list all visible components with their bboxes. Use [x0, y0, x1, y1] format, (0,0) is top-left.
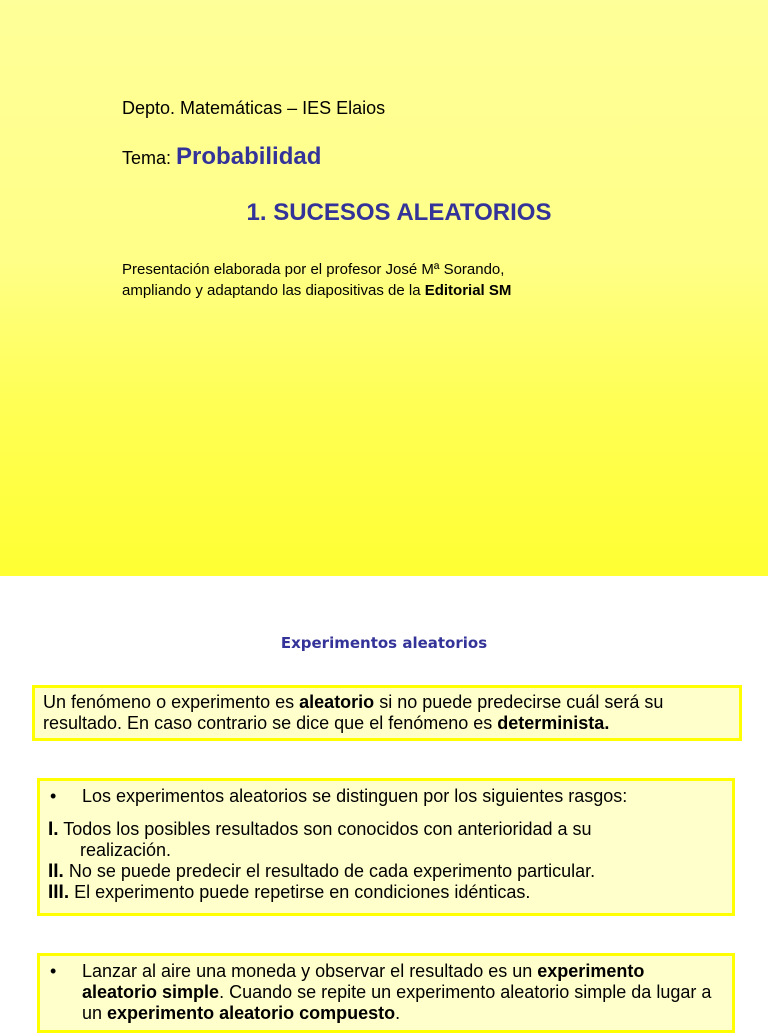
bullet-icon: •: [50, 961, 57, 981]
trait-text: No se puede predecir el resultado de cada experimento particular.: [68, 861, 596, 881]
trait-number: III.: [48, 882, 70, 903]
topic-name: Probabilidad: [176, 143, 322, 170]
traits-box: [37, 778, 735, 916]
trait-item: [48, 819, 724, 840]
trait-item: [48, 861, 724, 882]
trait-number: II.: [48, 861, 64, 882]
publisher-name: Editorial SM: [424, 282, 512, 299]
trait-text: El experimento puede repetirse en condiciones idénticas.: [74, 882, 531, 902]
definition-term-determinista: determinista.: [497, 713, 610, 733]
credit-line-1: Presentación elaborada por el profesor José Mª Sorando,: [122, 261, 505, 278]
topic-label: Tema:: [122, 148, 172, 168]
trait-text: Todos los posibles resultados son conocidos con anterioridad a su: [63, 819, 592, 839]
topic-line: [122, 143, 321, 171]
example-text-2: . Cuando se repite un experimento aleatorio simple da lugar a un: [82, 982, 712, 1023]
content-slide-title: Experimentos aleatorios: [280, 634, 488, 652]
definition-text-2: si no puede predecirse cuál será su resultado. En caso contrario se dice que el fenómeno es: [43, 692, 664, 733]
department-line: Depto. Matemáticas – IES Elaios: [122, 98, 386, 118]
example-term-simple: experimento aleatorio simple: [82, 961, 645, 1002]
example-term-compuesto: experimento aleatorio compuesto: [107, 1003, 396, 1023]
traits-intro: [48, 786, 724, 807]
content-slide: [0, 576, 768, 1024]
example-text-3: .: [395, 1003, 401, 1023]
example-text-1: Lanzar al aire una moneda y observar el resultado es un: [82, 961, 538, 981]
example-box: [37, 953, 735, 1033]
slide-heading: 1. SUCESOS ALEATORIOS: [246, 199, 552, 226]
traits-intro-text: Los experimentos aleatorios se distinguen por los siguientes rasgos:: [82, 786, 628, 806]
presentation-credit: [122, 259, 511, 301]
bullet-icon: •: [50, 786, 57, 806]
credit-line-2: [122, 280, 511, 301]
definition-box: [32, 685, 742, 741]
definition-text-1: Un fenómeno o experimento es: [43, 692, 300, 712]
credit-line-2-text: ampliando y adaptando las diapositivas de la: [122, 282, 421, 299]
example-item: [48, 961, 724, 1024]
definition-term-aleatorio: aleatorio: [299, 692, 375, 712]
trait-number: I.: [48, 819, 59, 840]
example-text: [72, 961, 724, 1024]
trait-continuation: realización.: [80, 840, 172, 860]
trait-item: [48, 882, 724, 903]
